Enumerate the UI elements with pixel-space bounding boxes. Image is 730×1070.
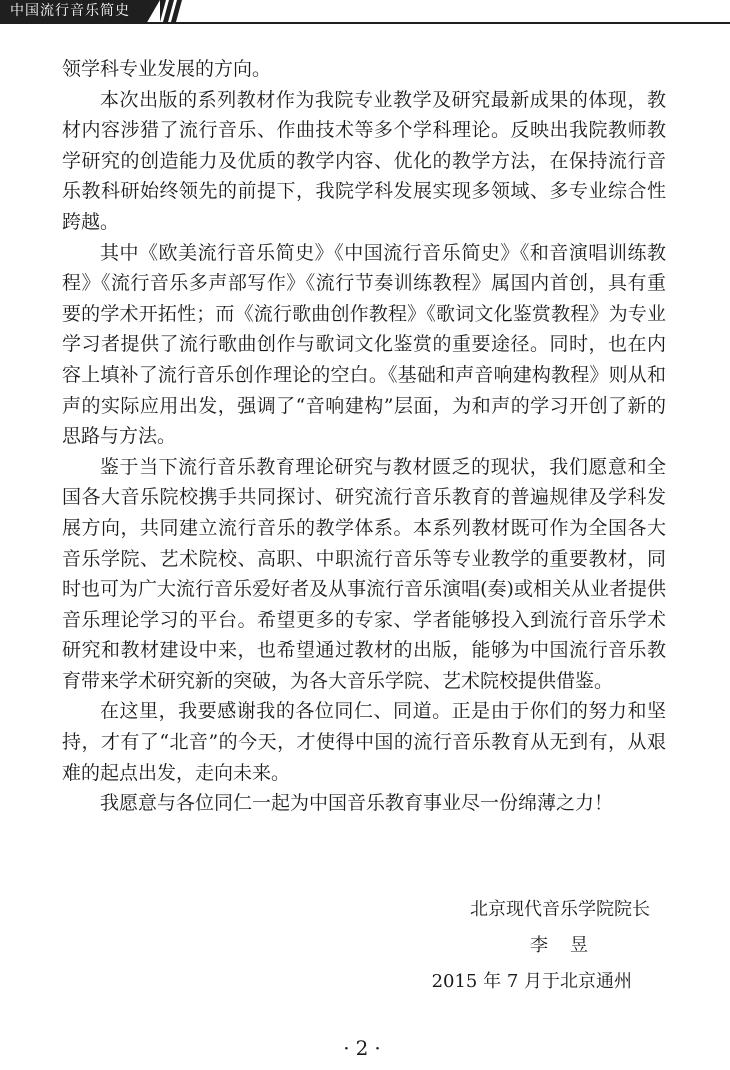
book-title: 中国流行音乐简史 — [10, 3, 130, 19]
signature-date: 2015 年 7 月于北京通州 — [431, 971, 632, 992]
body-text — [62, 54, 666, 819]
paragraph-continuation: 领学科专业发展的方向。 — [62, 58, 272, 80]
paragraph: 我愿意与各位同仁一起为中国音乐教育事业尽一份绵薄之力！ — [100, 792, 614, 815]
paragraph: 鉴于当下流行音乐教育理论研究与教材匮乏的现状，我们愿意和全国各大音乐院校携手共同探讨、研究流行音乐教育的普遍规律及学科发展方向，共同建立流行音乐的教学体系。本系列教材既可作为全国各大音乐学院、艺术院校、高职、中职流行音乐等专业教学的重要教材，同时也可为广大流行音乐爱好者及从事流行音乐演唱(奏)或相关从业者提供音乐理论学习的平台。希望更多的专家、学者能够投入到流行音乐学术研究和教材建设中来，也希望通过教材的出版，能够为中国流行音乐教育带来学术研究新的突破，为各大音乐学院、艺术院校提供借鉴。 — [62, 455, 666, 692]
header-stripes-decoration — [160, 0, 190, 22]
paragraph: 本次出版的系列教材作为我院专业教学及研究最新成果的体现，教材内容涉猎了流行音乐、作曲技术等多个学科理论。反映出我院教师教学研究的创造能力及优质的教学内容、优化的教学方法，在保持流行音乐教科研始终领先的前提下，我院学科发展实现多领域、多专业综合性跨越。 — [62, 88, 666, 233]
header-rule — [0, 22, 730, 24]
signature-name: 李昱 — [530, 935, 610, 956]
paragraph: 其中《欧美流行音乐简史》《中国流行音乐简史》《和音演唱训练教程》《流行音乐多声部写作》《流行节奏训练教程》属国内首创，具有重要的学术开拓性；而《流行歌曲创作教程》《歌词文化鉴赏教程》为专业学习者提供了流行歌曲创作与歌词文化鉴赏的重要途径。同时，也在内容上填补了流行音乐创作理论的空白。《基础和声音响建构教程》则从和声的实际应用出发，强调了“音响建构”层面，为和声的学习开创了新的思路与方法。 — [62, 241, 666, 448]
paragraph: 在这里，我要感谢我的各位同仁、同道。正是由于你们的努力和坚持，才有了“北音”的今天，才使得中国的流行音乐教育从无到有，从艰难的起点出发，走向未来。 — [62, 700, 666, 784]
running-header — [0, 0, 730, 30]
page-number: ·2· — [343, 1036, 387, 1060]
signature-title: 北京现代音乐学院院长 — [470, 899, 650, 920]
signature-block — [368, 892, 668, 1000]
